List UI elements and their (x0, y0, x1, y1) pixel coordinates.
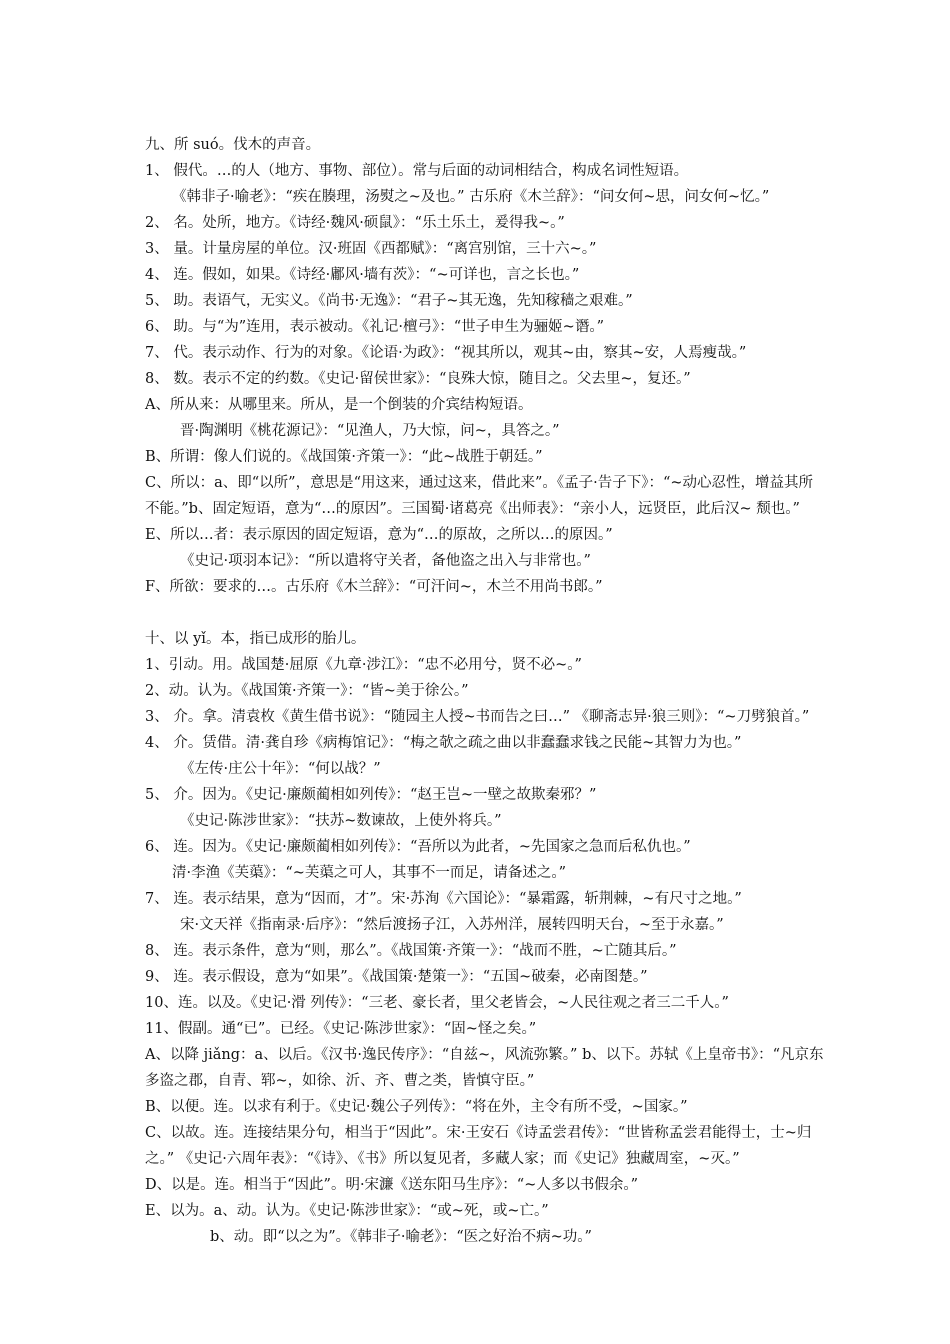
text-line: 晋·陶渊明《桃花源记》：“见渔人，乃大惊，问~，具答之。” (180, 423, 560, 439)
text-line: E、以为。a、动。认为。《史记·陈涉世家》：“或~死，或~亡。” (145, 1203, 549, 1219)
text-line: 2、 名。处所，地方。《诗经·魏风·硕鼠》：“乐土乐土，爰得我~。” (145, 215, 565, 231)
text-line: B、以便。连。以求有利于。《史记·魏公子列传》：“将在外，主令有所不受，~国家。” (145, 1099, 688, 1115)
text-line: 5、 介。因为。《史记·廉颇蔺相如列传》：“赵王岂~一壁之故欺秦邪？” (145, 787, 597, 803)
text-line: 宋·文天祥《指南录·后序》：“然后渡扬子江，入苏州洋，展转四明天台，~至于永嘉。” (180, 917, 724, 933)
text-line: 4、 介。赁借。清·龚自珍《病梅馆记》：“梅之欹之疏之曲以非蠢蠢求钱之民能~其智力为也。” (145, 735, 742, 751)
text-line: 之。” 《史记·六周年表》：“《诗》、《书》所以复见者，多藏人家；而《史记》独藏周室，~灭。” (145, 1151, 740, 1167)
text-line: 7、 代。表示动作、行为的对象。《论语·为政》：“视其所以，观其~由，察其~安，人焉瘦哉。” (145, 345, 747, 361)
text-line: D、以是。连。相当于“因此”。明·宋濂《送东阳马生序》：“~人多以书假余。” (145, 1177, 639, 1193)
text-line: 8、 连。表示条件，意为“则，那么”。《战国策·齐策一》：“战而不胜，~亡随其后。” (145, 943, 677, 959)
text-line: 清·李渔《芙蕖》：“~芙蕖之可人，其事不一而足，请备述之。” (172, 865, 567, 881)
text-line: 3、 介。拿。清袁枚《黄生借书说》：“随园主人授~书而告之曰…” 《聊斋志异·狼三则》：“~刀劈狼首。” (145, 709, 810, 725)
text-line: 10、连。以及。《史记·滑 列传》：“三老、豪长者，里父老皆会，~人民往观之者三二千人。” (145, 995, 729, 1011)
text-line: 九、所 suó。伐木的声音。 (145, 137, 321, 153)
text-line: E、所以…者：表示原因的固定短语，意为“…的原故，之所以…的原因。” (145, 527, 613, 543)
text-line: B、所谓：像人们说的。《战国策·齐策一》：“此~战胜于朝廷。” (145, 449, 543, 465)
text-line: C、以故。连。连接结果分句，相当于“因此”。宋·王安石《诗孟尝君传》：“世皆称孟尝君能得士，士~归 (145, 1125, 812, 1141)
text-line: 7、 连。表示结果，意为“因而，才”。宋·苏洵《六国论》：“暴霜露，斩荆棘，~有尺寸之地。” (145, 891, 742, 907)
text-line: 《韩非子·喻老》：“疾在腠理，汤熨之~及也。” 古乐府《木兰辞》：“问女何~思，问女何~忆。” (172, 189, 770, 205)
text-line: C、所以：a、即“以所”，意思是“用这来，通过这来，借此来”。《孟子·告子下》：“~动心忍性，增益其所 (145, 475, 814, 491)
text-line: F、所欲：要求的…。古乐府《木兰辞》：“可汗问~，木兰不用尚书郎。” (145, 579, 603, 595)
text-line: A、以降 jiǎng：a、以后。《汉书·逸民传序》：“自兹~，风流弥繁。” b、以下。苏轼《上皇帝书》：“凡京东 (145, 1047, 824, 1063)
text-line: 9、 连。表示假设，意为“如果”。《战国策·楚策一》：“五国~破秦，必南图楚。” (145, 969, 648, 985)
text-line: 《史记·项羽本记》：“所以遣将守关者，备他盗之出入与非常也。” (180, 553, 591, 569)
text-line: 不能。”b、固定短语，意为“…的原因”。三国蜀·诸葛亮《出师表》：“亲小人，远贤臣，此后汉~ 颓也。” (145, 501, 800, 517)
text-line: 2、动。认为。《战国策·齐策一》：“皆~美于徐公。” (145, 683, 469, 699)
text-line: 《左传·庄公十年》：“何以战？” (180, 761, 381, 777)
text-line: 6、 连。因为。《史记·廉颇蔺相如列传》：“吾所以为此者，~先国家之急而后私仇也。” (145, 839, 691, 855)
text-line: 6、 助。与“为”连用，表示被动。《礼记·檀弓》：“世子申生为骊姬~谮。” (145, 319, 604, 335)
text-line: 3、 量。计量房屋的单位。汉·班固《西都赋》：“离宫别馆，三十六~。” (145, 241, 597, 257)
text-line: 4、 连。假如，如果。《诗经·鄘风·墙有茨》：“~可详也，言之长也。” (145, 267, 580, 283)
text-line: 11、假副。通“已”。已经。《史记·陈涉世家》：“固~怪之矣。” (145, 1021, 537, 1037)
text-line: 十、以 yǐ。本，指已成形的胎儿。 (145, 631, 366, 647)
text-line: 《史记·陈涉世家》：“扶苏~数谏故，上使外将兵。” (180, 813, 502, 829)
text-line: 5、 助。表语气，无实义。《尚书·无逸》：“君子~其无逸，先知稼穑之艰难。” (145, 293, 633, 309)
text-line: A、所从来：从哪里来。所从，是一个倒装的介宾结构短语。 (145, 397, 533, 413)
text-line: 多盗之郡，自青、郓~，如徐、沂、齐、曹之类，皆慎守臣。” (145, 1073, 535, 1089)
text-line: b、动。即“以之为”。《韩非子·喻老》：“医之好治不病~功。” (210, 1229, 592, 1245)
text-line: 1、引动。用。战国楚·屈原《九章·涉江》：“忠不必用兮，贤不必~。” (145, 657, 582, 673)
text-line: 8、 数。表示不定的约数。《史记·留侯世家》：“良殊大惊，随目之。父去里~，复还。” (145, 371, 691, 387)
text-line: 1、 假代。…的人（地方、事物、部位）。常与后面的动词相结合，构成名词性短语。 (145, 163, 689, 179)
